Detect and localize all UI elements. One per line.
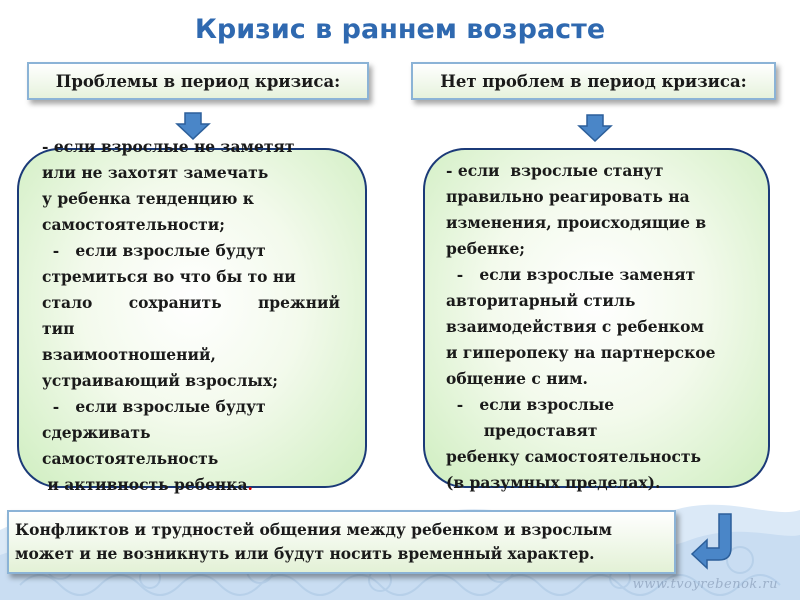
text-line: ребенке; xyxy=(446,239,526,258)
text-line: правильно реагировать на xyxy=(446,187,690,206)
text-line: устраивающий взрослых; xyxy=(42,371,278,390)
slide-title: Кризис в раннем возрасте xyxy=(194,14,606,45)
text-line: взаимоотношений, xyxy=(42,345,216,364)
text-line: сдерживать xyxy=(42,423,151,442)
conclusion-line: может и не возникнуть или будут носить временный характер. xyxy=(15,544,595,563)
text-line: и гиперопеку на партнерское xyxy=(446,343,716,362)
text-line-justified xyxy=(42,290,340,316)
no-problems-text xyxy=(446,158,746,496)
text-line: предоставят xyxy=(446,421,598,440)
text-line: общение с ним. xyxy=(446,369,588,388)
no-problems-header: Нет проблем в период кризиса: xyxy=(411,62,776,100)
text-line-last xyxy=(42,472,342,498)
conclusion-box xyxy=(7,510,676,574)
text-line: ребенку самостоятельность xyxy=(446,447,702,466)
text-line: (в разумных пределах). xyxy=(446,473,661,492)
text-line: стремиться во что бы то ни xyxy=(42,267,296,286)
text-line: самостоятельности; xyxy=(42,215,225,234)
red-period: . xyxy=(247,475,253,494)
watermark: www.tvoyrebenok.ru xyxy=(632,577,778,592)
text-line: авторитарный стиль xyxy=(446,291,636,310)
text-line: - если взрослые будут xyxy=(42,241,266,260)
text-line: тип xyxy=(42,319,75,338)
text-line: у ребенка тенденцию к xyxy=(42,189,254,208)
word: прежний xyxy=(257,293,340,312)
down-arrow-icon xyxy=(577,114,613,142)
text-line: - если взрослые не заметят xyxy=(42,137,295,156)
text-line: - если взрослые станут xyxy=(446,161,664,180)
problems-header: Проблемы в период кризиса: xyxy=(27,62,369,100)
text-line: - если взрослые xyxy=(446,395,615,414)
text-line: или не захотят замечать xyxy=(42,163,269,182)
return-arrow-icon[interactable] xyxy=(689,510,737,570)
text-line: - если взрослые заменят xyxy=(446,265,696,284)
text-line: взаимодействия с ребенком xyxy=(446,317,704,336)
word: сохранить xyxy=(128,293,222,312)
problems-text xyxy=(42,134,342,498)
text-fragment: и активность ребенка xyxy=(42,475,248,494)
text-line: - если взрослые будут xyxy=(42,397,266,416)
word: стало xyxy=(42,293,93,312)
conclusion-line: Конфликтов и трудностей общения между ребенком и взрослым xyxy=(15,520,612,539)
text-line: самостоятельность xyxy=(42,449,219,468)
text-line: изменения, происходящие в xyxy=(446,213,707,232)
